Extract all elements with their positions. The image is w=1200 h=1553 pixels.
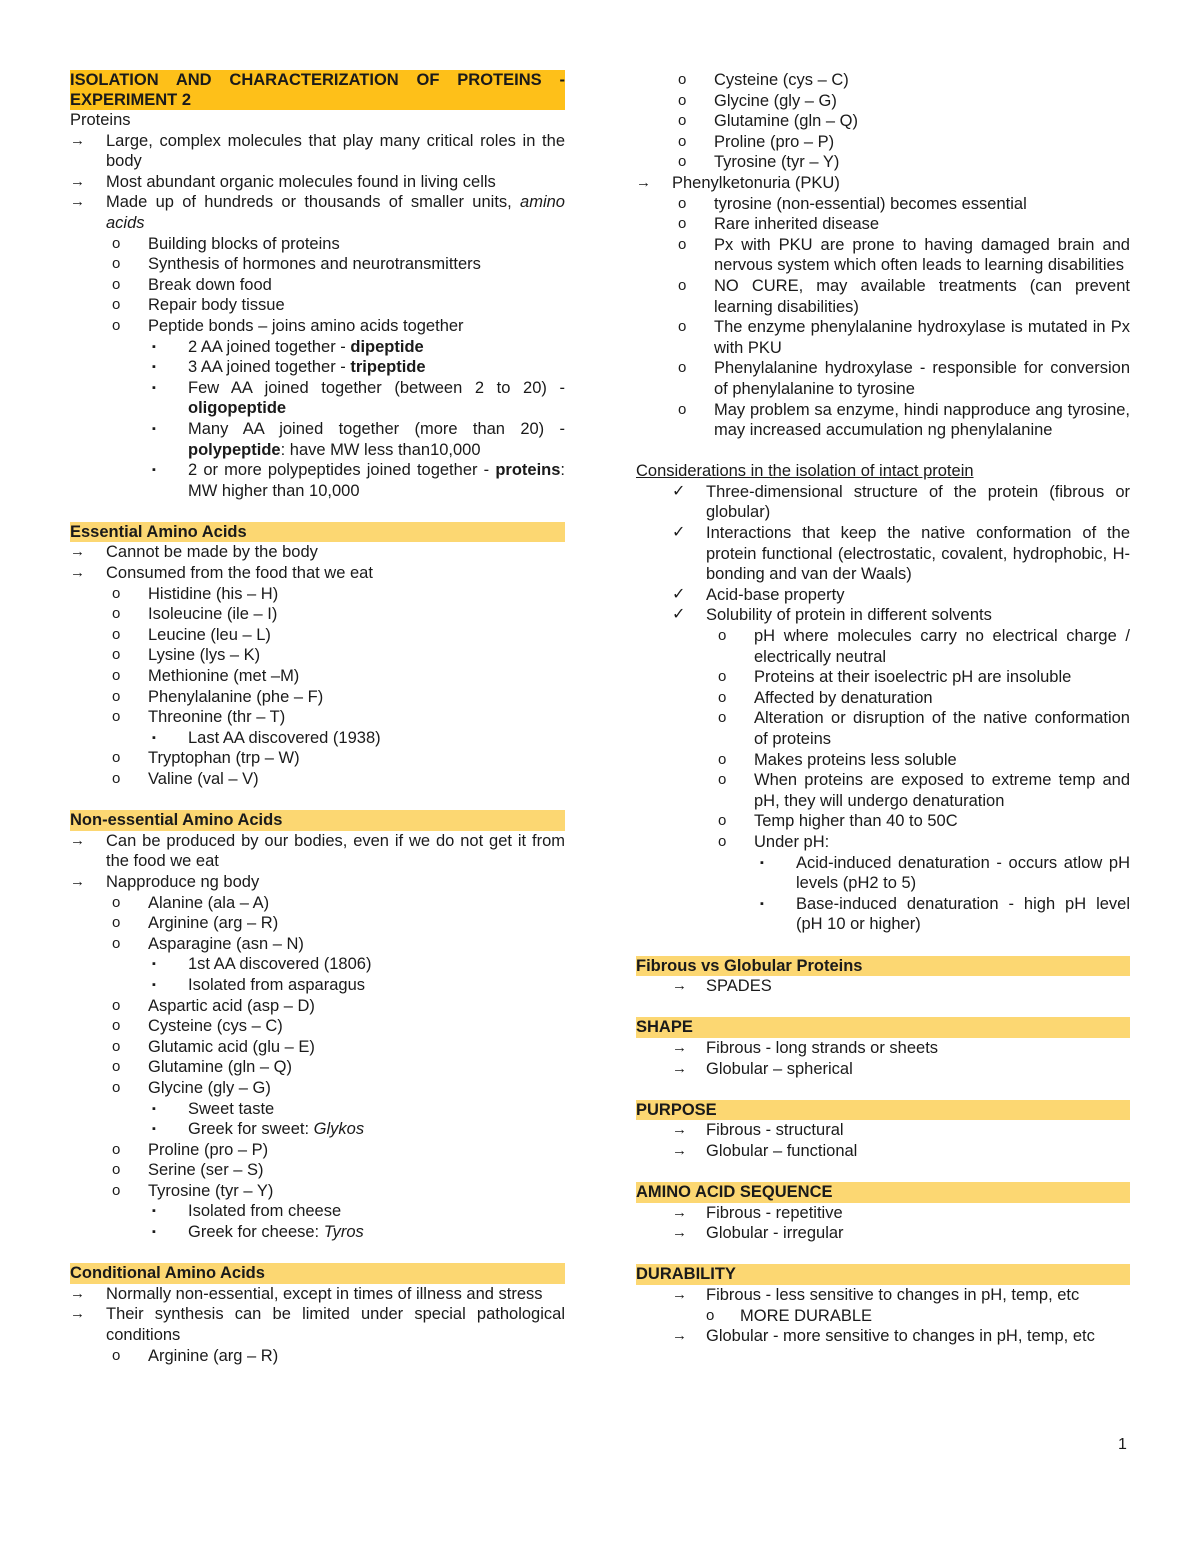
list-item: o Glutamine (gln – Q) <box>112 1058 292 1077</box>
check-icon: ✓ <box>672 606 686 624</box>
circle-bullet-icon: o <box>112 255 121 273</box>
list-item: ▪ Many AA joined together (more than 20) - polypeptide: have MW less than10,000 <box>152 419 565 459</box>
list-item: o Proline (pro – P) <box>112 1140 269 1159</box>
list-item: → Fibrous - less sensitive to changes in pH, temp, etc <box>672 1286 1080 1305</box>
list-item <box>70 192 565 233</box>
list-item: o Arginine (arg – R) <box>112 1346 279 1365</box>
list-item: o Under pH: <box>718 832 830 851</box>
list-item: ▪ Acid-induced denaturation - occurs atlow pH levels (pH2 to 5) <box>760 853 1130 893</box>
circle-bullet-icon: o <box>112 1181 121 1199</box>
circle-bullet-icon: o <box>112 646 121 664</box>
circle-bullet-icon: o <box>678 194 687 212</box>
circle-bullet-icon: o <box>678 91 687 109</box>
list-item: ✓ Solubility of protein in different solvents <box>672 606 992 625</box>
list-item: o MORE DURABLE <box>706 1306 873 1325</box>
list-item: o Methionine (met –M) <box>112 667 300 686</box>
list-item: o Asparagine (asn – N) <box>112 934 304 953</box>
circle-bullet-icon: o <box>706 1306 715 1324</box>
list-item: o Tyrosine (tyr – Y) <box>112 1181 274 1200</box>
list-item: o Glutamine (gln – Q) <box>678 112 858 131</box>
list-item: ▪ Isolated from asparagus <box>152 975 366 994</box>
amino-acids-point: Made up of hundreds or thousands of smaller units, amino acids <box>106 193 565 232</box>
page-title: ISOLATION AND CHARACTERIZATION OF PROTEINS - <box>70 71 565 89</box>
circle-bullet-icon: o <box>112 296 121 314</box>
list-item: o Synthesis of hormones and neurotransmitters <box>112 255 481 274</box>
circle-bullet-icon: o <box>112 1346 121 1364</box>
square-bullet-icon: ▪ <box>152 1226 156 1239</box>
circle-bullet-icon: o <box>718 750 727 768</box>
circle-bullet-icon: o <box>112 584 121 602</box>
list-item: o Lysine (lys – K) <box>112 646 261 665</box>
list-item: o Building blocks of proteins <box>112 234 340 253</box>
circle-bullet-icon: o <box>718 771 727 789</box>
list-item: o Arginine (arg – R) <box>112 914 279 933</box>
list-item: → Cannot be made by the body <box>70 543 318 562</box>
circle-bullet-icon: o <box>112 934 121 952</box>
circle-bullet-icon: o <box>112 275 121 293</box>
arrow-bullet-icon: → <box>70 172 85 190</box>
circle-bullet-icon: o <box>112 996 121 1014</box>
square-bullet-icon: ▪ <box>152 361 156 374</box>
list-item: → Napproduce ng body <box>70 872 260 891</box>
square-bullet-icon: ▪ <box>760 856 764 869</box>
list-item: o Px with PKU are prone to having damaged brain and nervous system which often leads to learning disabilities <box>678 235 1130 275</box>
proteins-label: Proteins <box>70 111 131 129</box>
square-bullet-icon: ▪ <box>152 978 156 991</box>
list-item: → Globular - more sensitive to changes in pH, temp, etc <box>672 1327 1095 1346</box>
durability-header: DURABILITY <box>636 1264 1130 1285</box>
list-item: → Fibrous - repetitive <box>672 1203 843 1222</box>
circle-bullet-icon: o <box>112 893 121 911</box>
arrow-bullet-icon: → <box>672 1203 687 1221</box>
circle-bullet-icon: o <box>718 709 727 727</box>
list-item: ▪ Last AA discovered (1938) <box>152 728 381 747</box>
list-item: ✓ Three-dimensional structure of the protein (fibrous or globular) <box>672 482 1130 522</box>
list-item: → Globular - irregular <box>672 1224 844 1243</box>
square-bullet-icon: ▪ <box>152 340 156 353</box>
list-item: → Consumed from the food that we eat <box>70 564 373 583</box>
list-item: ✓ Acid-base property <box>672 585 845 604</box>
square-bullet-icon: ▪ <box>152 1205 156 1218</box>
circle-bullet-icon: o <box>718 832 727 850</box>
arrow-bullet-icon: → <box>672 1141 687 1159</box>
square-bullet-icon: ▪ <box>152 958 156 971</box>
page-title-line2: EXPERIMENT 2 <box>70 90 565 110</box>
circle-bullet-icon: o <box>112 1140 121 1158</box>
list-item: o Tryptophan (trp – W) <box>112 749 300 768</box>
essential-header: Essential Amino Acids <box>70 522 565 543</box>
circle-bullet-icon: o <box>112 1058 121 1076</box>
page-number: 1 <box>1118 1436 1127 1453</box>
list-item: o Rare inherited disease <box>678 215 880 234</box>
list-item: o When proteins are exposed to extreme temp and pH, they will undergo denaturation <box>718 771 1130 810</box>
list-item: o The enzyme phenylalanine hydroxylase is mutated in Px with PKU <box>678 318 1130 357</box>
circle-bullet-icon: o <box>112 1037 121 1055</box>
list-item: o Leucine (leu – L) <box>112 625 271 644</box>
list-item: o Tyrosine (tyr – Y) <box>678 153 840 172</box>
arrow-bullet-icon: → <box>70 1305 85 1323</box>
circle-bullet-icon: o <box>112 667 121 685</box>
list-item: o Isoleucine (ile – I) <box>112 605 278 624</box>
circle-bullet-icon: o <box>112 749 121 767</box>
arrow-bullet-icon: → <box>70 872 85 890</box>
list-item: → Most abundant organic molecules found in living cells <box>70 172 496 191</box>
list-item: ▪ Sweet taste <box>152 1099 275 1118</box>
arrow-bullet-icon: → <box>672 1121 687 1139</box>
list-item: o tyrosine (non-essential) becomes essential <box>678 194 1027 213</box>
check-icon: ✓ <box>672 482 686 500</box>
circle-bullet-icon: o <box>718 812 727 830</box>
list-item: o pH where molecules carry no electrical charge / electrically neutral <box>718 627 1130 666</box>
purpose-header: PURPOSE <box>636 1100 1130 1121</box>
list-item: o Valine (val – V) <box>112 770 259 788</box>
square-bullet-icon: ▪ <box>152 1102 156 1115</box>
amino-acid-sequence-header: AMINO ACID SEQUENCE <box>636 1182 1130 1203</box>
list-item: o Threonine (thr – T) <box>112 708 286 727</box>
fibrous-vs-globular-header: Fibrous vs Globular Proteins <box>636 956 1130 977</box>
circle-bullet-icon: o <box>112 1017 121 1035</box>
arrow-bullet-icon: → <box>70 543 85 561</box>
list-item: → Fibrous - long strands or sheets <box>672 1038 939 1057</box>
list-item: ▪ 2 AA joined together - dipeptide <box>152 337 424 356</box>
circle-bullet-icon: o <box>112 605 121 623</box>
circle-bullet-icon: o <box>678 400 687 418</box>
list-item: ▪ 1st AA discovered (1806) <box>152 955 372 974</box>
arrow-bullet-icon: → <box>636 173 651 191</box>
list-item: o Affected by denaturation <box>718 688 933 707</box>
list-item: o May problem sa enzyme, hindi napproduce ang tyrosine, may increased accumulation ng phenylalanine <box>678 400 1130 440</box>
list-item: o Glutamic acid (glu – E) <box>112 1037 315 1056</box>
left-column <box>70 70 565 1366</box>
list-item: → Globular – spherical <box>672 1059 853 1078</box>
circle-bullet-icon: o <box>112 625 121 643</box>
list-item: o Cysteine (cys – C) <box>678 71 849 89</box>
circle-bullet-icon: o <box>718 627 727 645</box>
shape-header: SHAPE <box>636 1017 1130 1038</box>
list-item: ▪ Greek for sweet: Glykos <box>152 1120 365 1139</box>
list-item: → Globular – functional <box>672 1141 858 1160</box>
list-item: o Peptide bonds – joins amino acids together <box>112 316 464 335</box>
list-item: o Break down food <box>112 275 272 294</box>
considerations-label: Considerations in the isolation of intact protein <box>636 462 974 481</box>
list-item: o Temp higher than 40 to 50C <box>718 812 958 831</box>
list-item: → Their synthesis can be limited under special pathological conditions <box>70 1305 565 1345</box>
circle-bullet-icon: o <box>678 215 687 233</box>
circle-bullet-icon: o <box>718 668 727 686</box>
list-item: → Large, complex molecules that play many critical roles in the body <box>70 131 565 171</box>
circle-bullet-icon: o <box>678 359 687 377</box>
circle-bullet-icon: o <box>678 153 687 171</box>
check-icon: ✓ <box>672 585 686 603</box>
arrow-bullet-icon: → <box>70 131 85 149</box>
arrow-bullet-icon: → <box>672 1038 687 1056</box>
conditional-header: Conditional Amino Acids <box>70 1263 565 1284</box>
list-item: ▪ 2 or more polypeptides joined together - proteins: MW higher than 10,000 <box>152 461 565 500</box>
list-item: o Alanine (ala – A) <box>112 893 270 912</box>
list-item: o Proline (pro – P) <box>678 132 835 151</box>
circle-bullet-icon: o <box>678 276 687 294</box>
list-item: o Proteins at their isoelectric pH are insoluble <box>718 668 1072 687</box>
arrow-bullet-icon: → <box>70 193 85 211</box>
arrow-bullet-icon: → <box>672 977 687 995</box>
list-item: → SPADES <box>672 977 772 996</box>
square-bullet-icon: ▪ <box>152 464 156 477</box>
list-item: ▪ Base-induced denaturation - high pH level (pH 10 or higher) <box>760 894 1130 934</box>
arrow-bullet-icon: → <box>70 564 85 582</box>
list-item: o NO CURE, may available treatments (can prevent learning disabilities) <box>678 276 1130 316</box>
list-item: o Cysteine (cys – C) <box>112 1017 283 1036</box>
list-item: ✓ Interactions that keep the native conformation of the protein functional (electrostatic, covalent, hydrophobic, H-bonding and van der Waals) <box>672 524 1130 584</box>
square-bullet-icon: ▪ <box>760 897 764 910</box>
list-item: → Fibrous - structural <box>672 1121 844 1140</box>
list-item: o Repair body tissue <box>112 296 285 315</box>
check-icon: ✓ <box>672 524 686 542</box>
list-item: o Serine (ser – S) <box>112 1161 264 1180</box>
list-item: o Phenylalanine (phe – F) <box>112 687 324 706</box>
circle-bullet-icon: o <box>112 1161 121 1179</box>
circle-bullet-icon: o <box>112 234 121 252</box>
right-column <box>636 70 1130 1347</box>
arrow-bullet-icon: → <box>70 1284 85 1302</box>
list-item: o Alteration or disruption of the native conformation of proteins <box>718 709 1130 748</box>
list-item: ▪ 3 AA joined together - tripeptide <box>152 358 426 377</box>
circle-bullet-icon: o <box>678 71 687 88</box>
square-bullet-icon: ▪ <box>152 422 156 435</box>
circle-bullet-icon: o <box>678 132 687 150</box>
list-item: o Phenylalanine hydroxylase - responsible for conversion of phenylalanine to tyrosine <box>678 359 1130 398</box>
list-item: → Can be produced by our bodies, even if we do not get it from the food we eat <box>70 831 565 871</box>
arrow-bullet-icon: → <box>672 1059 687 1077</box>
circle-bullet-icon: o <box>112 770 121 787</box>
circle-bullet-icon: o <box>112 1078 121 1096</box>
circle-bullet-icon: o <box>718 688 727 706</box>
arrow-bullet-icon: → <box>70 831 85 849</box>
arrow-bullet-icon: → <box>672 1327 687 1345</box>
circle-bullet-icon: o <box>678 112 687 130</box>
arrow-bullet-icon: → <box>672 1224 687 1242</box>
nonessential-header: Non-essential Amino Acids <box>70 810 565 831</box>
square-bullet-icon: ▪ <box>152 1123 156 1136</box>
list-item: → Phenylketonuria (PKU) <box>636 173 840 192</box>
list-item: ▪ Greek for cheese: Tyros <box>152 1223 364 1242</box>
circle-bullet-icon: o <box>112 687 121 705</box>
circle-bullet-icon: o <box>678 318 687 336</box>
circle-bullet-icon: o <box>678 235 687 253</box>
circle-bullet-icon: o <box>112 316 121 334</box>
list-item: o Glycine (gly – G) <box>112 1078 271 1097</box>
square-bullet-icon: ▪ <box>152 731 156 744</box>
circle-bullet-icon: o <box>112 708 121 726</box>
list-item: o Aspartic acid (asp – D) <box>112 996 315 1015</box>
list-item: o Makes proteins less soluble <box>718 750 957 769</box>
list-item: o Glycine (gly – G) <box>678 91 837 110</box>
list-item: ▪ Isolated from cheese <box>152 1202 342 1221</box>
circle-bullet-icon: o <box>112 914 121 932</box>
list-item: → Normally non-essential, except in times of illness and stress <box>70 1284 543 1303</box>
list-item: ▪ Few AA joined together (between 2 to 20) - oligopeptide <box>152 378 565 418</box>
arrow-bullet-icon: → <box>672 1286 687 1304</box>
list-item: o Histidine (his – H) <box>112 584 279 603</box>
square-bullet-icon: ▪ <box>152 381 156 394</box>
